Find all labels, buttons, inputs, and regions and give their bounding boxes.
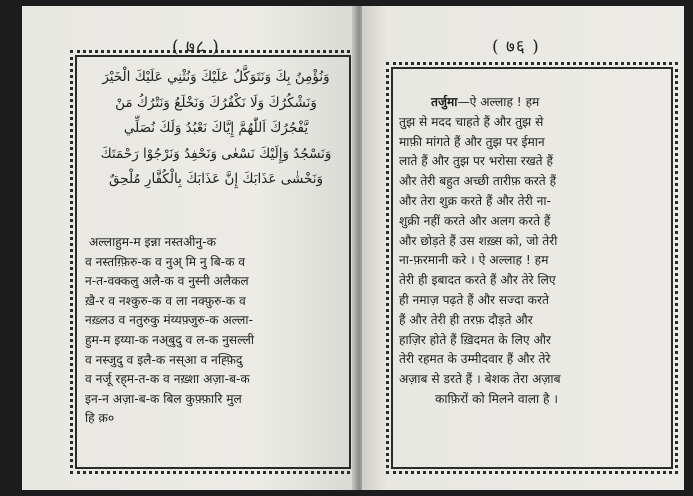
translation-heading: तर्जुमा bbox=[431, 95, 458, 109]
translation-line: तुझ से मदद चाहते हैं और तुझ से bbox=[399, 114, 544, 129]
transliteration-line: व नस्तग़्फ़िरु-क व नुअ्‌ मि नु बि-क व bbox=[85, 254, 246, 269]
arabic-line: وَنَسْجُدُ وَإِلَيْكَ نَسْعٰى وَنَحْفِدُ وَنَرْجُوْا رَحْمَتَكَ bbox=[100, 145, 332, 162]
translation-line: ना-फ़रमानी करे । ऐ अल्लाह ! हम bbox=[399, 253, 549, 268]
transliteration-line: ख़ै-र व नश्कुरु-क व ला नक्फ़ुरु-क व bbox=[85, 293, 246, 308]
translation-line bbox=[399, 93, 669, 113]
transliteration-line: नख़्लउ व नतुरुकु मंय्यफ़्जुरु-क अल्ला- bbox=[85, 313, 253, 328]
dotted-border-frame bbox=[386, 62, 678, 474]
translation-line: माफ़ी मांगते हैं और तुझ पर ईमान bbox=[399, 134, 545, 149]
translation-line: अज़ाब से डरते हैं । बेशक तेरा अज़ाब bbox=[399, 372, 561, 387]
arabic-dua-text bbox=[87, 65, 345, 193]
transliteration-line: व नर्जू रह्‌म-त-क व नख़्शा अज़ा-ब-क bbox=[85, 372, 250, 387]
dotted-border-frame bbox=[70, 50, 356, 474]
translation-line-start: —ऐ अल्लाह ! हम bbox=[457, 95, 540, 109]
page-number: ( ७८ ) bbox=[172, 37, 220, 57]
translation-line: ही नमाज़ पढ़ते हैं और सज्दा करते bbox=[399, 292, 549, 307]
translation-line: और छोड़ते हैं उस शख़्स को, जो तेरी bbox=[399, 233, 558, 248]
transliteration-line: हि क़० bbox=[85, 411, 115, 426]
transliteration-line: इन-न अज़ा-ब-क बिल कुफ़्फ़ारि मुल bbox=[85, 391, 242, 406]
arabic-line: وَنَخْشٰى عَذَابَكَ إِنَّ عَذَابَكَ بِالْكُفَّارِ مُلْحِقٌ bbox=[108, 171, 324, 187]
arabic-line: وَنُؤْمِنُ بِكَ وَنَتَوَكَّلُ عَلَيْكَ وَنُثْنِي عَلَيْكَ الْخَيْرَ bbox=[102, 69, 330, 85]
left-page bbox=[22, 6, 360, 490]
translation-line: लाते हैं और तुझ पर भरोसा रखते हैं bbox=[399, 154, 553, 169]
translation-line: तेरी ही इबादत करते हैं और तेरे लिए bbox=[399, 273, 556, 288]
translation-line: शुक्री नहीं करते और अलग करते हैं bbox=[399, 213, 551, 228]
transliteration-line: व नस्जुदु व इलै-क नस्आ व नह्फ़िदु bbox=[85, 352, 243, 367]
page-number: ( ७६ ) bbox=[492, 37, 540, 57]
translation-line: और तेरा शुक्र करते हैं और तेरी ना- bbox=[399, 193, 551, 208]
transliteration-text bbox=[85, 233, 347, 429]
arabic-line: يَّفْجُرُكَ اَللّٰهُمَّ إِيَّاكَ نَعْبُدُ وَلَكَ نُصَلِّي bbox=[123, 120, 309, 136]
transliteration-line: हुम-म इय्या-क नअ्‌बुदु व ल-क नुसल्ली bbox=[85, 332, 255, 347]
transliteration-line: न-त-वक्कलु अलै-क व नुस्नी अलैकल bbox=[85, 274, 249, 289]
translation-line: और तेरी बहुत अच्छी तारीफ़ करते हैं bbox=[399, 174, 557, 189]
translation-line: हाज़िर होते हैं ख़िदमत के लिए और bbox=[399, 332, 551, 347]
translation-line: काफ़िरों को मिलने वाला है । bbox=[435, 391, 559, 406]
arabic-line: وَنَشْكُرُكَ وَلَا نَكْفُرُكَ وَنَخْلَعُ وَنَتْرُكُ مَنْ bbox=[115, 94, 317, 111]
translation-text bbox=[399, 93, 669, 410]
translation-line: हैं और तेरी ही तरफ़ दौड़ते और bbox=[399, 312, 533, 327]
right-page bbox=[362, 6, 684, 490]
transliteration-line: अल्लाहुम-म इन्ना नस्तअीनु-क bbox=[89, 235, 216, 249]
translation-line: तेरी रहमत के उम्मीदवार हैं और तेरे bbox=[399, 352, 551, 367]
